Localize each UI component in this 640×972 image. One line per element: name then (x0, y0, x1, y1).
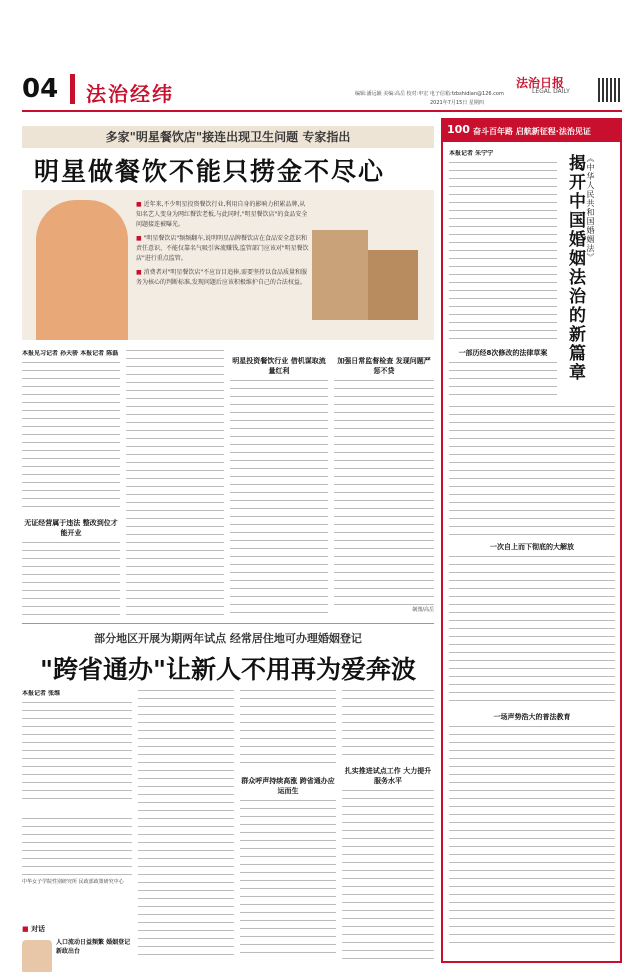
body-text-block (240, 690, 336, 770)
body-text-block (22, 362, 120, 512)
body-text-block (342, 790, 434, 960)
feature-subhead-1: 一部历经8次修改的法律草案 (458, 349, 548, 357)
qr-code-icon (598, 78, 622, 102)
page-number: 04 (22, 74, 59, 104)
body-text-block (240, 800, 336, 960)
avatar (22, 940, 52, 972)
story2-col-1 (22, 690, 132, 810)
story2-col-4 (342, 690, 434, 960)
story1-col-4 (334, 350, 434, 620)
story1-subhead-2: 明星投资餐饮行业 借机谋取流量红利 (232, 357, 326, 375)
feature-headline: 揭开中国婚姻法治的新篇章 (565, 154, 585, 382)
feature-subhead-3: 一场声势浩大的普法教育 (493, 713, 571, 721)
story2-subhead-2: 扎实推进试点工作 大力提升服务水平 (344, 767, 432, 785)
dialogue-caption: 人口流动日益频繁 婚姻登记新政出台 (56, 939, 131, 955)
body-text-block (138, 690, 234, 960)
section-title: 法治经纬 (86, 82, 174, 106)
body-text-block (449, 406, 615, 536)
story1-callouts (136, 200, 310, 292)
dialogue-label: ■ 对话 (22, 925, 46, 933)
story2-col-3 (240, 690, 336, 960)
feature-subhead-2: 一次自上而下彻底的大解放 (490, 543, 574, 551)
callout-3: ■ 消费者对"明星餐饮店"不应盲目追捧,需要坚持以食品质量和服务为核心的判断标准,发现问题后应该积极维护自己的合法权益。 (136, 269, 308, 286)
body-text-block (230, 380, 328, 618)
story1-col-1 (22, 350, 120, 620)
note-orgs: 中华女子学院性别研究所 民政部政策研究中心 (22, 879, 124, 885)
callout-1: ■ 近年来,不少明星投资餐饮行业,利用自身的影响力积累品牌,从知名艺人变身为网红餐饮老板,与此同时,"明星餐饮店"的食品安全问题接连被曝光。 (136, 201, 308, 228)
illustration-bag-icon-2 (368, 250, 418, 320)
story1-col-2 (126, 350, 224, 620)
story2-byline: 本报记者 张维 (22, 690, 61, 697)
story2-col-2 (138, 690, 234, 960)
body-text-block (449, 362, 557, 400)
feature-col-top (449, 150, 557, 400)
body-text-block (449, 162, 557, 342)
editor-credits: 编辑:潘远颖 美编:高岳 校对:申宏 电子信箱:fzbshidian@126.com (355, 91, 504, 97)
feature-banner (443, 120, 620, 142)
story2-subhead-1: 群众呼声持续高涨 跨省通办应运而生 (241, 777, 335, 795)
story1-headline: 明星做餐饮不能只捞金不尽心 (34, 157, 386, 186)
story2-kicker: 部分地区开展为期两年试点 经常居住地可办理婚姻登记 (94, 632, 362, 645)
illustration-person-icon (36, 200, 128, 340)
left-section (22, 118, 434, 958)
story2-headline: "跨省通办"让新人不用再为爱奔波 (39, 655, 417, 684)
story1-art-credit: 制图/高岳 (412, 607, 434, 613)
feature-byline: 本报记者 朱宁宁 (449, 150, 494, 157)
body-text-block (22, 818, 132, 878)
callout-2: ■ "明星餐饮店"频频翻车,说明明星品牌餐饮店在食品安全意识和责任意识、不能仅靠名气吸引客流赚钱,监管部门应该对"明星餐饮店"进行重点监管。 (136, 235, 309, 262)
story1-illustration (22, 190, 434, 340)
body-text-block (22, 542, 120, 620)
centenary-logo-icon: 100 (447, 123, 470, 136)
masthead-en: LEGAL DAILY (532, 88, 570, 95)
feature-title-small: 《中华人民共和国婚姻法》 (586, 154, 595, 262)
feature-banner-text: 奋斗百年路 启航新征程·法治见证 (473, 127, 591, 136)
body-text-block (342, 690, 434, 760)
masthead-logo: 法治日报 (516, 76, 565, 90)
illustration-bag-icon (312, 230, 368, 320)
story1-subhead-3: 加强日常监督检查 发现问题严惩不贷 (337, 357, 431, 375)
right-feature (441, 118, 622, 963)
header-rule (22, 110, 622, 112)
page-header (0, 0, 640, 120)
body-text-block (449, 726, 615, 946)
story-divider (22, 623, 434, 624)
body-text-block (22, 702, 132, 806)
story1-byline: 本报见习记者 孙天骄 本报记者 陈磊 (22, 350, 119, 357)
body-text-block (334, 380, 434, 606)
story2-note (22, 818, 132, 898)
body-text-block (449, 556, 615, 706)
body-text-block (126, 350, 224, 620)
issue-date: 2021年7月15日 星期四 (430, 100, 484, 106)
story1-col-3 (230, 350, 328, 620)
feature-col-bottom (449, 406, 615, 958)
section-accent-bar (70, 74, 75, 104)
story1-kicker: 多家"明星餐饮店"接连出现卫生问题 专家指出 (105, 130, 351, 144)
story1-subhead-1: 无证经营属于违法 整改到位才能开业 (24, 519, 118, 537)
